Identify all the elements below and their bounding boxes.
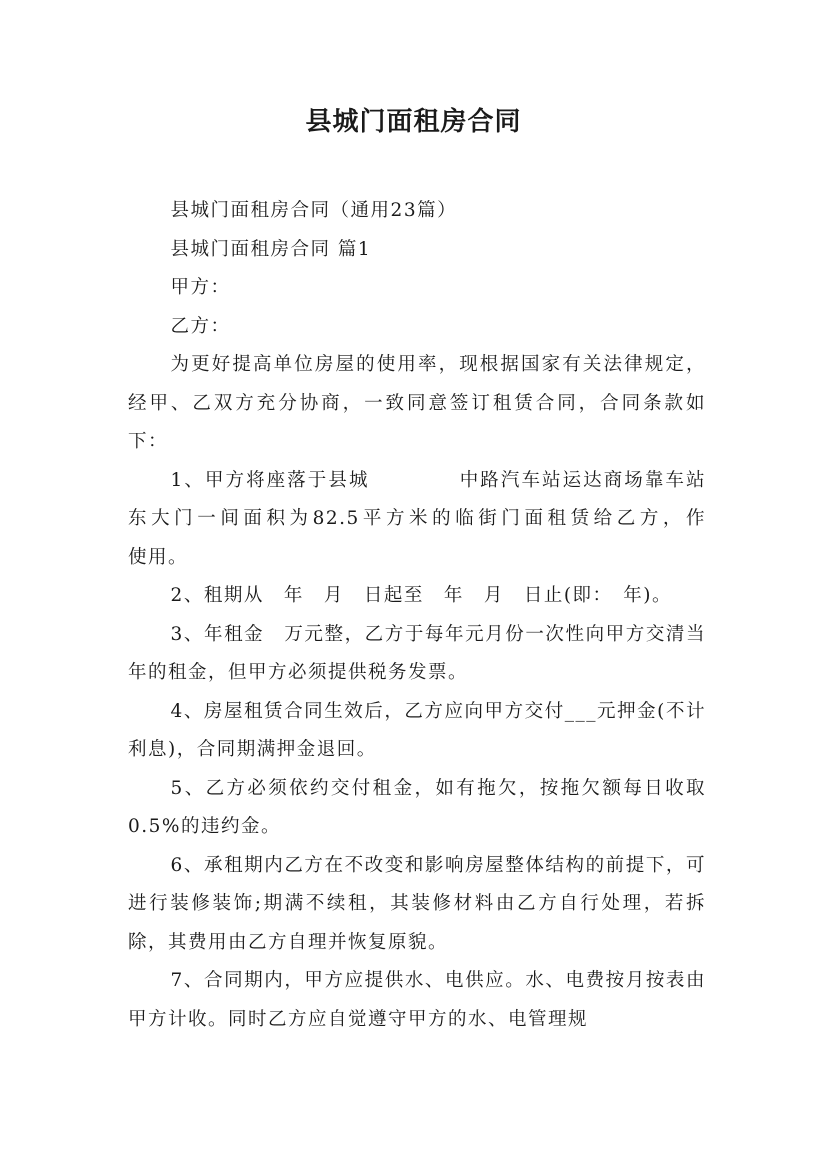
clause-5: 5、乙方必须依约交付租金，如有拖欠，按拖欠额每日收取0.5%的违约金。 bbox=[128, 777, 706, 837]
document-title: 县城门面租房合同 bbox=[305, 107, 522, 137]
clause-1: 1、甲方将座落于县城 中路汽车站运达商场靠车站东大门一间面积为82.5平方米的临街门面租赁给乙方，作 使用。 bbox=[128, 469, 774, 568]
clause-4: 4、房屋租赁合同生效后，乙方应向甲方交付___元押金(不计利息)，合同期满押金退回。 bbox=[128, 700, 706, 760]
clause-3: 3、年租金 万元整，乙方于每年元月份一次性向甲方交清当年的租金，但甲方必须提供税务发票。 bbox=[128, 623, 706, 683]
paragraph-party-a: 甲方： bbox=[170, 277, 231, 298]
paragraph-section-heading: 县城门面租房合同 篇1 bbox=[170, 238, 372, 260]
clause-2: 2、租期从 年 月 日起至 年 月 日止(即： 年)。 bbox=[170, 585, 673, 606]
clause-7: 7、合同期内，甲方应提供水、电供应。水、电费按月按表由甲方计收。同时乙方应自觉遵守甲方的水、电管理规 bbox=[128, 970, 706, 1030]
clause-6: 6、承租期内乙方在不改变和影响房屋整体结构的前提下，可进行装修装饰;期满不续租，其装修材料由乙方自行处理，若拆除，其费用由乙方自理并恢复原貌。 bbox=[128, 854, 706, 953]
paragraph-party-b: 乙方： bbox=[170, 315, 231, 337]
paragraph-preamble: 为更好提高单位房屋的使用率，现根据国家有关法律规定，经甲、乙双方充分协商，一致同意签订租赁合同，合同条款如下： bbox=[128, 354, 706, 452]
document-body bbox=[128, 192, 774, 1039]
paragraph-subtitle: 县城门面租房合同（通用23篇） bbox=[170, 200, 458, 221]
